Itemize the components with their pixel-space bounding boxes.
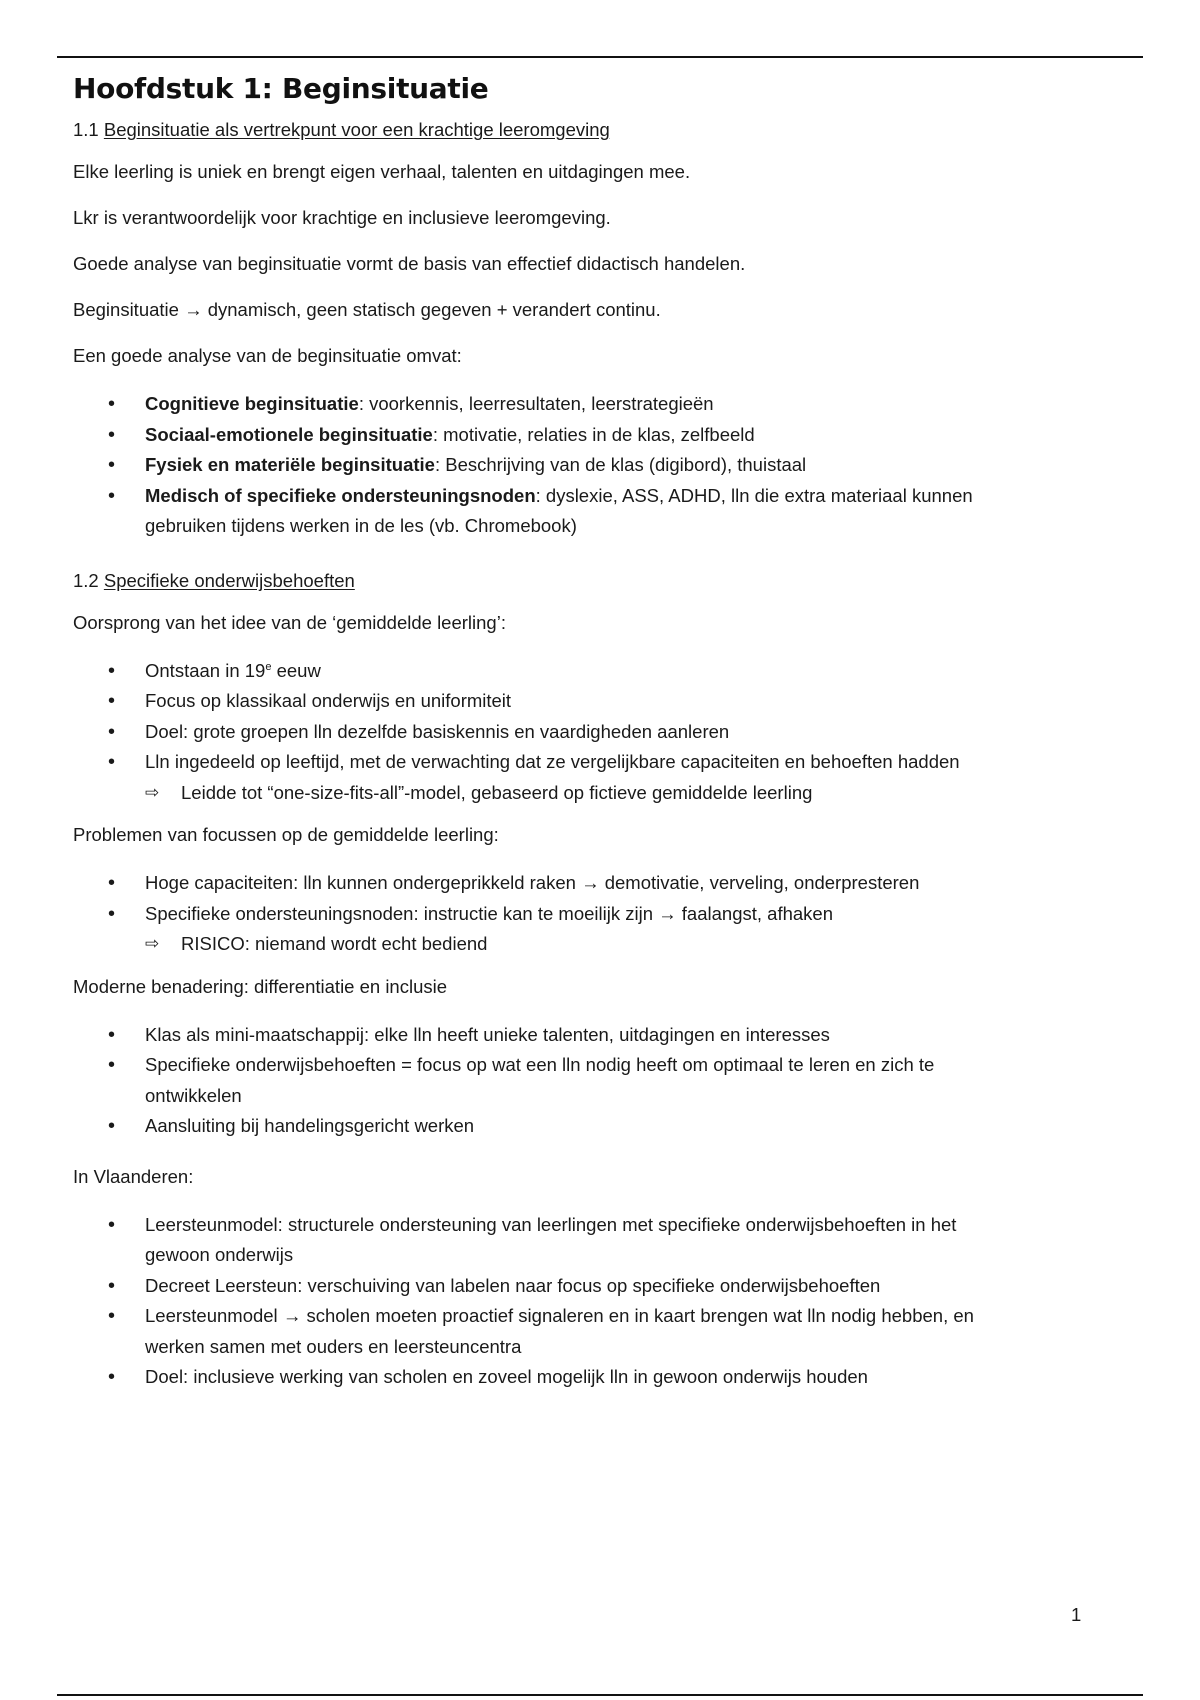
top-rule [57,56,1143,58]
section-2-heading [73,570,1133,592]
list-item: • Cognitieve beginsituatie: voorkennis, leerresultaten, leerstrategieën [73,389,1133,420]
section-number: 1.2 [73,569,99,591]
section-number: 1.1 [73,119,99,140]
arrow-icon: → [184,299,203,320]
section-title: Beginsituatie als vertrekpunt voor een krachtige leeromgeving [103,119,610,140]
paragraph: Een goede analyse van de beginsituatie omvat: [73,345,462,366]
list-item: • Specifieke onderwijsbehoeften = focus op wat een lln nodig heeft om optimaal te leren en zich te ontwikkelen [73,1050,1133,1111]
sub-list-item: ⇨ Leidde tot “one-size-fits-all”-model, gebaseerd op fictieve gemiddelde leerling [73,778,1133,809]
page-number: 1 [1071,1604,1082,1625]
paragraph: Oorsprong van het idee van de ‘gemiddelde leerling’: [73,611,506,633]
page-content [73,72,1133,1415]
list-item: • Ontstaan in 19e eeuw [73,656,1133,687]
list-item: • Decreet Leersteun: verschuiving van labelen naar focus op specifieke onderwijsbehoeften [73,1271,1133,1302]
paragraph: Elke leerling is uniek en brengt eigen verhaal, talenten en uitdagingen mee. [73,161,691,182]
list-item: • Leersteunmodel: structurele ondersteuning van leerlingen met specifieke onderwijsbehoeften in het gewoon onderwijs [73,1210,1133,1271]
list-item: • Klas als mini-maatschappij: elke lln heeft unieke talenten, uitdagingen en interesses [73,1020,1133,1051]
list-item: • Aansluiting bij handelingsgericht werken [73,1111,1133,1142]
paragraph: Problemen van focussen op de gemiddelde leerling: [73,824,499,845]
list-item: • Focus op klassikaal onderwijs en uniformiteit [73,686,1133,717]
bullet-list [73,1210,1133,1393]
bullet-list [73,389,1133,542]
arrow-icon: → [658,902,677,924]
list-item: • Doel: inclusieve werking van scholen en zoveel mogelijk lln in gewoon onderwijs houden [73,1362,1133,1393]
paragraph: Moderne benadering: differentiatie en inclusie [73,975,448,997]
list-item: • Doel: grote groepen lln dezelfde basiskennis en vaardigheden aanleren [73,717,1133,748]
list-item: • Hoge capaciteiten: lln kunnen ondergeprikkeld raken → demotivatie, verveling, onderpresteren [73,868,1133,899]
chapter-title: Hoofdstuk 1: Beginsituatie [73,72,489,105]
section-1-heading [73,119,1133,141]
list-item: • Specifieke ondersteuningsnoden: instructie kan te moeilijk zijn → faalangst, afhaken [73,899,1133,930]
arrow-icon: → [581,872,600,893]
bottom-rule [57,1694,1143,1696]
sub-list-item: ⇨ RISICO: niemand wordt echt bediend [73,929,1133,960]
list-item: • Medisch of specifieke ondersteuningsnoden: dyslexie, ASS, ADHD, lln die extra materiaal kunnen gebruiken tijdens werken in de les (vb. Chromebook) [73,481,1133,542]
list-item: • Leersteunmodel → scholen moeten proactief signaleren en in kaart brengen wat lln nodig hebben, en werken samen met ouders en leersteuncentra [73,1301,1133,1362]
paragraph: Beginsituatie → dynamisch, geen statisch gegeven + verandert continu. [73,299,661,320]
bullet-list [73,656,1133,809]
arrow-icon: → [282,1305,302,1326]
paragraph: In Vlaanderen: [73,1165,194,1187]
list-item: • Sociaal-emotionele beginsituatie: motivatie, relaties in de klas, zelfbeeld [73,420,1133,451]
bullet-list [73,868,1133,960]
bullet-list [73,1020,1133,1142]
section-title: Specifieke onderwijsbehoeften [103,569,355,591]
list-item: • Fysiek en materiële beginsituatie: Beschrijving van de klas (digibord), thuistaal [73,450,1133,481]
list-item: • Lln ingedeeld op leeftijd, met de verwachting dat ze vergelijkbare capaciteiten en behoeften hadden [73,747,1133,778]
paragraph: Goede analyse van beginsituatie vormt de basis van effectief didactisch handelen. [73,253,746,274]
paragraph: Lkr is verantwoordelijk voor krachtige en inclusieve leeromgeving. [73,207,611,228]
